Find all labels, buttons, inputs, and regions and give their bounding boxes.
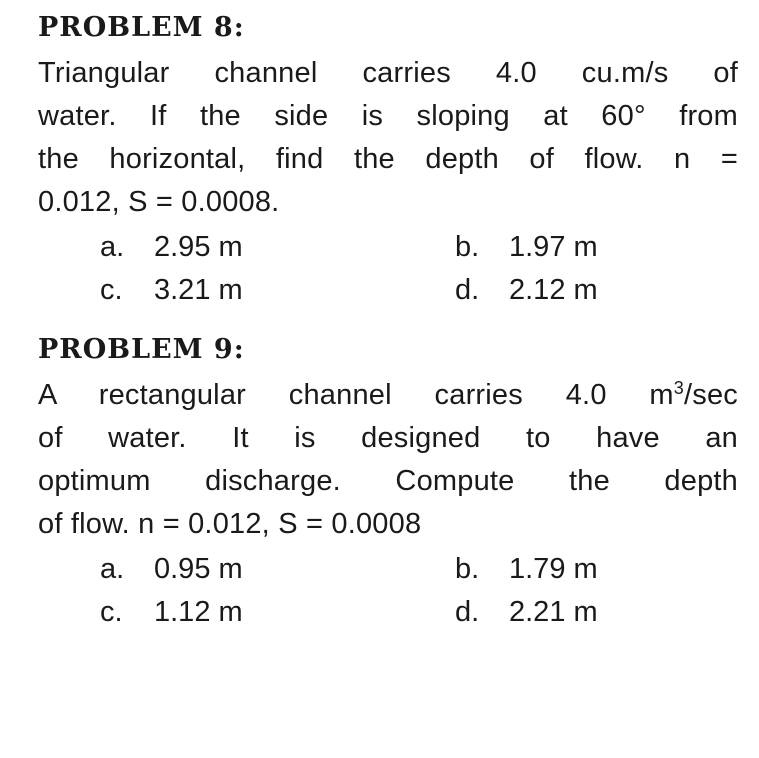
choice-text: 1.12 m — [154, 596, 243, 628]
choice-text: 1.97 m — [509, 231, 598, 263]
choice-a[interactable] — [100, 226, 455, 269]
problem-stem — [38, 374, 738, 546]
choice-text: 0.95 m — [154, 553, 243, 585]
stem-line — [38, 374, 738, 417]
stem-line: of water. It is designed to have an — [38, 422, 738, 454]
stem-line: of flow. n = 0.012, S = 0.0008 — [38, 508, 422, 540]
choice-letter: a. — [100, 231, 125, 263]
choice-letter: d. — [455, 596, 480, 628]
problem-8 — [38, 8, 738, 312]
choice-letter: c. — [100, 596, 123, 628]
problem-heading: PROBLEM 8: — [38, 12, 245, 43]
choice-letter: d. — [455, 274, 480, 306]
stem-text: A rectangular channel carries 4.0 m — [38, 379, 674, 411]
choice-b[interactable] — [455, 226, 755, 269]
superscript: 3 — [673, 378, 684, 398]
choice-text: 2.12 m — [509, 274, 598, 306]
choice-text: 2.21 m — [509, 596, 598, 628]
answer-choices — [100, 226, 738, 312]
choice-letter: b. — [455, 231, 480, 263]
stem-line: water. If the side is sloping at 60° from — [38, 100, 738, 132]
choice-text: 3.21 m — [154, 274, 243, 306]
choice-d[interactable] — [455, 269, 755, 312]
stem-text: /sec — [684, 379, 738, 411]
choice-text: 1.79 m — [509, 553, 598, 585]
answer-choices — [100, 548, 738, 634]
stem-line: Triangular channel carries 4.0 cu.m/s of — [38, 57, 738, 89]
stem-line: 0.012, S = 0.0008. — [38, 186, 280, 218]
problem-9 — [38, 330, 738, 634]
stem-line: the horizontal, find the depth of flow. n = — [38, 143, 738, 175]
stem-line: optimum discharge. Compute the depth — [38, 465, 738, 497]
problem-stem — [38, 52, 738, 224]
choice-letter: b. — [455, 553, 480, 585]
choice-c[interactable] — [100, 591, 455, 634]
choice-text: 2.95 m — [154, 231, 243, 263]
problem-heading: PROBLEM 9: — [38, 334, 245, 365]
choice-a[interactable] — [100, 548, 455, 591]
choice-d[interactable] — [455, 591, 755, 634]
choice-b[interactable] — [455, 548, 755, 591]
choice-letter: c. — [100, 274, 123, 306]
choice-c[interactable] — [100, 269, 455, 312]
choice-letter: a. — [100, 553, 125, 585]
